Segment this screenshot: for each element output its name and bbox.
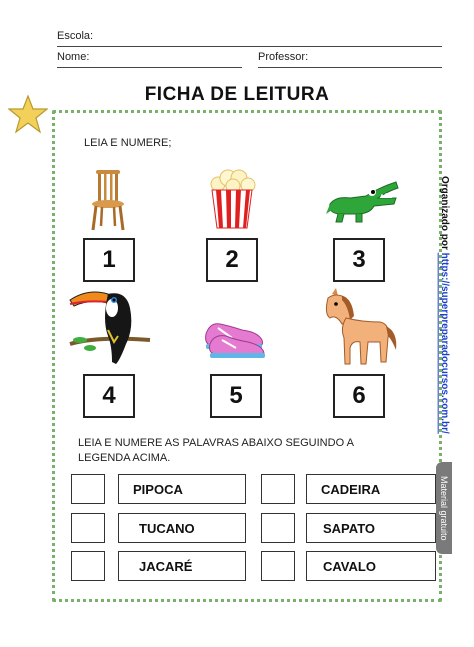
side-credit [434, 176, 450, 436]
number-box-5: 5 [210, 374, 262, 418]
name-label: Nome: [57, 51, 90, 63]
school-label: Escola: [57, 30, 94, 42]
horse-icon [322, 288, 400, 368]
star-icon [8, 94, 48, 134]
word-tucano: TUCANO [118, 513, 246, 543]
school-line [57, 46, 442, 47]
number-box-3: 3 [333, 238, 385, 282]
shoes-icon [202, 316, 268, 360]
answer-box-cavalo[interactable] [261, 551, 295, 581]
number-box-2: 2 [206, 238, 258, 282]
instruction-words-line-1: LEIA E NUMERE AS PALAVRAS ABAIXO SEGUINDO A [78, 437, 354, 449]
answer-box-cadeira[interactable] [261, 474, 295, 504]
word-cavalo: CAVALO [306, 551, 436, 581]
teacher-label: Professor: [258, 51, 309, 63]
teacher-line [258, 67, 442, 68]
name-line [57, 67, 242, 68]
word-pipoca: PIPOCA [118, 474, 246, 504]
answer-box-jacare[interactable] [71, 551, 105, 581]
instruction-words-line-2: LEGENDA ACIMA. [78, 452, 171, 464]
number-box-4: 4 [83, 374, 135, 418]
side-credit-link[interactable]: https://superpreparadocursos.com.br/ [439, 252, 450, 434]
answer-box-pipoca[interactable] [71, 474, 105, 504]
side-credit-prefix: Organizado por [439, 176, 450, 253]
page-title: FICHA DE LEITURA [144, 84, 330, 105]
number-box-6: 6 [333, 374, 385, 418]
number-box-1: 1 [83, 238, 135, 282]
toucan-icon [68, 286, 152, 366]
alligator-icon [326, 174, 400, 224]
word-sapato: SAPATO [306, 513, 436, 543]
popcorn-icon [208, 168, 256, 230]
word-jacare: JACARÉ [118, 551, 246, 581]
free-material-label: Material gratuito [439, 475, 449, 541]
instruction-words [78, 436, 354, 466]
chair-icon [88, 168, 128, 232]
instruction-read-number: LEIA E NUMERE; [84, 137, 172, 149]
word-cadeira: CADEIRA [306, 474, 436, 504]
answer-box-sapato[interactable] [261, 513, 295, 543]
free-material-tab [436, 462, 452, 554]
answer-box-tucano[interactable] [71, 513, 105, 543]
